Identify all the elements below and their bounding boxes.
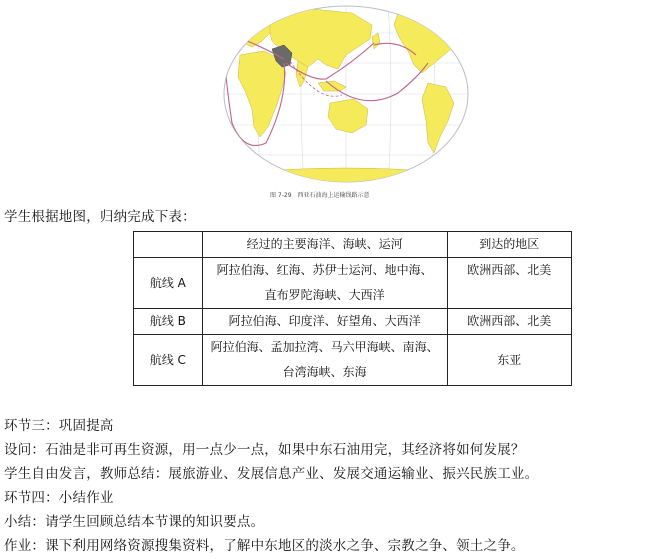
question-text: 设问：石油是非可再生资源，用一点少一点，如果中东石油用完，其经济将如何发展？	[4, 442, 525, 458]
route-passes-line: 阿拉伯海、印度洋、好望角、大西洋	[228, 314, 421, 328]
homework-text: 作业：课下利用网络资源搜集资料，了解中东地区的淡水之争、宗教之争、领土之争。	[4, 538, 525, 554]
header-cell-destination: 到达的地区	[447, 232, 572, 258]
route-destination-cell: 东亚	[447, 335, 572, 386]
land-antarctica	[242, 168, 450, 186]
route-name-cell: 航线 B	[134, 309, 203, 335]
table-header-row	[134, 232, 572, 258]
route-passes-cell	[202, 258, 447, 309]
intro-text: 学生根据地图，归纳完成下表：	[4, 209, 196, 225]
route-passes-line: 阿拉伯海、孟加拉湾、马六甲海峡、南海、	[210, 340, 439, 354]
section-heading-3: 环节三：巩固提高	[4, 418, 114, 434]
header-cell-empty	[134, 232, 203, 258]
map-caption: 图 7-29 西亚石油海上运输线路示意	[270, 192, 370, 199]
summary-text: 小结：请学生回顾总结本节课的知识要点。	[4, 514, 265, 530]
route-destination-cell: 欧洲西部、北美	[447, 258, 572, 309]
route-table	[133, 231, 572, 386]
route-name-cell: 航线 C	[134, 335, 203, 386]
table-row	[134, 309, 572, 335]
discussion-text: 学生自由发言，教师总结：展旅游业、发展信息产业、发展交通运输业、振兴民族工业。	[4, 466, 539, 482]
route-destination-cell: 欧洲西部、北美	[447, 309, 572, 335]
map-content	[222, 3, 470, 186]
table-row	[134, 335, 572, 386]
route-passes-cell	[202, 309, 447, 335]
route-name-cell: 航线 A	[134, 258, 203, 309]
route-passes-line: 阿拉伯海、红海、苏伊士运河、地中海、	[216, 263, 433, 277]
section-heading-4: 环节四：小结作业	[4, 490, 114, 506]
route-passes-cell	[202, 335, 447, 386]
table-row	[134, 258, 572, 309]
header-cell-passes: 经过的主要海洋、海峡、运河	[202, 232, 447, 258]
route-passes-line: 直布罗陀海峡、大西洋	[264, 288, 385, 302]
oil-routes-map	[222, 3, 470, 186]
world-map-graphic	[222, 3, 470, 186]
route-passes-line: 台湾海峡、东海	[282, 365, 367, 379]
